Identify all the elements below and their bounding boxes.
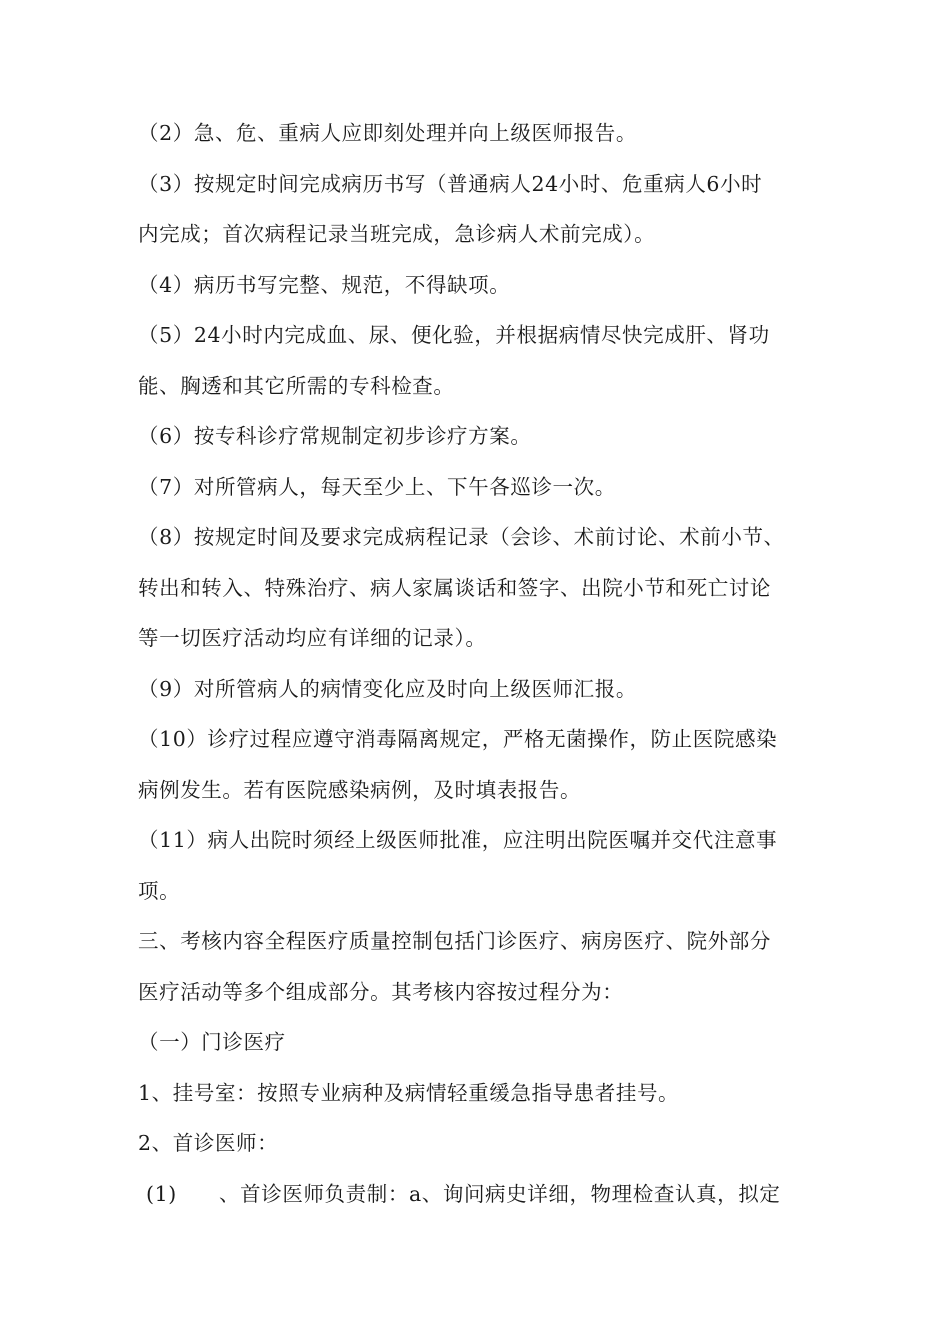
list-item: (1) 、首诊医师负责制：a、询问病史详细，物理检查认真，拟定 <box>146 1181 781 1206</box>
paragraph-line: 项。 <box>138 878 181 903</box>
paragraph-line: 等一切医疗活动均应有详细的记录）。 <box>138 626 487 650</box>
paragraph-line: （6）按专科诊疗常规制定初步诊疗方案。 <box>138 424 532 448</box>
paragraph-line: （8）按规定时间及要求完成病程记录（会诊、术前讨论、术前小节、 <box>138 525 785 549</box>
paragraph-line: 医疗活动等多个组成部分。其考核内容按过程分为： <box>138 979 624 1004</box>
paragraph-line: 转出和转入、特殊治疗、病人家属谈话和签字、出院小节和死亡讨论 <box>138 575 771 600</box>
paragraph-line: （7）对所管病人，每天至少上、下午各巡诊一次。 <box>138 474 616 499</box>
paragraph-line: 能、胸透和其它所需的专科检查。 <box>138 373 455 398</box>
paragraph-line: （9）对所管病人的病情变化应及时向上级医师汇报。 <box>138 676 637 701</box>
paragraph-line: （2）急、危、重病人应即刻处理并向上级医师报告。 <box>138 121 637 145</box>
paragraph-line: 内完成；首次病程记录当班完成，急诊病人术前完成）。 <box>138 222 656 246</box>
subsection-heading: （一）门诊医疗 <box>138 1030 286 1054</box>
list-item: 2、首诊医师： <box>138 1131 279 1155</box>
list-item: 1、挂号室：按照专业病种及病情轻重缓急指导患者挂号。 <box>138 1080 680 1105</box>
paragraph-line: （11）病人出院时须经上级医师批准，应注明出院医嘱并交代注意事 <box>138 828 778 852</box>
paragraph-line: （10）诊疗过程应遵守消毒隔离规定，严格无菌操作，防止医院感染 <box>138 727 778 751</box>
paragraph-line: （4）病历书写完整、规范，不得缺项。 <box>138 272 511 297</box>
document-body <box>138 108 810 1219</box>
paragraph-line: 病例发生。若有医院感染病例，及时填表报告。 <box>138 777 582 802</box>
section-heading: 三、考核内容全程医疗质量控制包括门诊医疗、病房医疗、院外部分 <box>138 929 771 953</box>
paragraph-line: （3）按规定时间完成病历书写（普通病人24小时、危重病人6小时 <box>138 171 763 196</box>
paragraph-line: （5）24小时内完成血、尿、便化验，并根据病情尽快完成肝、肾功 <box>138 323 770 347</box>
